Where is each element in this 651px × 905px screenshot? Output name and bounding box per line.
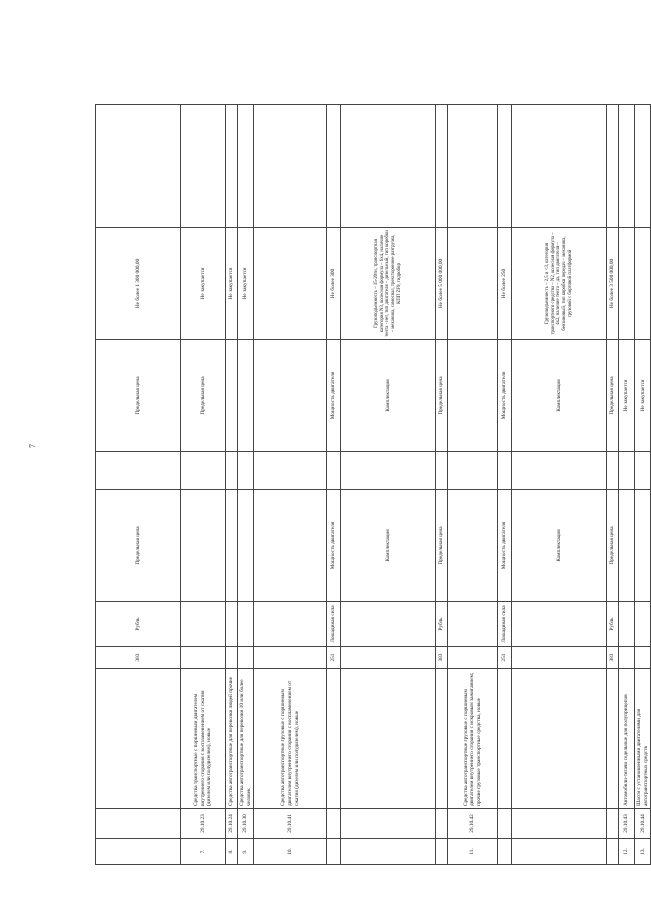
cell xyxy=(226,340,238,452)
okpd-code: 29.10.43 xyxy=(619,809,635,839)
unit-cell: Рубль xyxy=(436,602,448,647)
characteristic-cell: Комплектация xyxy=(341,340,436,452)
value-cell: Грузоподъемность – 15-20тн, транспортная категория N3, колесная формула – 6х4, наличие тента - нет, тип двигателя – дизельный, тип коробки – механика, самосвал, трехстороннее разгрузка, КПП ZF9, гидробор xyxy=(341,228,436,340)
characteristic-cell: Комплектация xyxy=(512,490,607,602)
table-row xyxy=(238,105,254,865)
cell xyxy=(254,340,327,452)
cell xyxy=(498,669,512,809)
cell xyxy=(226,490,238,602)
item-name: Автомобили-тягачи седельные для полуприцепов xyxy=(619,669,635,809)
item-name: Средства автотранспортные для перевозки людей прочие xyxy=(226,669,238,809)
cell xyxy=(512,669,607,809)
cell xyxy=(341,647,436,669)
cell xyxy=(254,602,327,647)
table-header-row xyxy=(96,105,181,865)
item-name: Средства автотранспортные для перевозки 10 или более человек xyxy=(238,669,254,809)
table-row xyxy=(635,105,651,865)
cell xyxy=(341,452,436,490)
cell xyxy=(238,602,254,647)
table-row xyxy=(341,105,436,865)
row-number: 8. xyxy=(226,839,238,865)
cell xyxy=(254,228,327,340)
cell xyxy=(96,839,181,865)
unit-code-cell xyxy=(181,647,226,669)
cell xyxy=(254,647,327,669)
cell xyxy=(436,809,448,839)
table-row xyxy=(181,105,226,865)
cell xyxy=(341,809,436,839)
cell xyxy=(238,647,254,669)
cell xyxy=(448,452,498,490)
cell xyxy=(448,490,498,602)
cell xyxy=(619,602,635,647)
cell xyxy=(635,228,651,340)
page-number: 7 xyxy=(28,444,37,448)
cell xyxy=(607,452,619,490)
okpd-code: 29.10.24 xyxy=(226,809,238,839)
characteristic-cell: Мощность двигателя xyxy=(498,340,512,452)
item-name: Средства автотранспортные грузовые с поршневым двигателем внутреннего сгорания с воспламенением от сжатия (дизелем или полудизелем), новые xyxy=(254,669,327,809)
cell xyxy=(96,809,181,839)
cell xyxy=(341,839,436,865)
characteristic-cell: Предельная цена xyxy=(436,340,448,452)
cell xyxy=(619,490,635,602)
cell xyxy=(635,602,651,647)
cell xyxy=(341,669,436,809)
okpd-code: 29.10.23 xyxy=(181,809,226,839)
cell xyxy=(512,647,607,669)
unit-cell: Лошадиная сила xyxy=(327,602,341,647)
row-number: 13. xyxy=(635,839,651,865)
cell xyxy=(635,647,651,669)
cell xyxy=(607,669,619,809)
cell xyxy=(448,105,498,228)
cell xyxy=(512,809,607,839)
table-row xyxy=(254,105,327,865)
cell xyxy=(238,490,254,602)
cell xyxy=(238,452,254,490)
cell xyxy=(226,105,238,228)
row-number: 11. xyxy=(448,839,498,865)
cell xyxy=(436,669,448,809)
characteristic-cell: Предельная цена xyxy=(607,340,619,452)
table-row xyxy=(327,105,341,865)
table-row xyxy=(436,105,448,865)
characteristic-cell: Мощность двигателя xyxy=(327,340,341,452)
unit-cell: Рубль xyxy=(96,602,181,647)
cell xyxy=(512,452,607,490)
unit-code-cell: 251 xyxy=(498,647,512,669)
characteristic-cell: Мощность двигателя xyxy=(327,490,341,602)
cell xyxy=(512,839,607,865)
characteristic-cell: Предельная цена xyxy=(96,340,181,452)
cell xyxy=(448,228,498,340)
value-cell: Не более 5 000 000,00 xyxy=(436,228,448,340)
cell xyxy=(436,452,448,490)
cell xyxy=(96,105,181,228)
characteristic-cell: Комплектация xyxy=(341,490,436,602)
table-row xyxy=(512,105,607,865)
cell xyxy=(619,105,635,228)
cell xyxy=(635,490,651,602)
unit-code-cell: 383 xyxy=(96,647,181,669)
cell xyxy=(436,839,448,865)
cell xyxy=(448,602,498,647)
cell xyxy=(619,228,635,340)
cell xyxy=(254,452,327,490)
cell xyxy=(226,602,238,647)
characteristic-cell: Предельная цена xyxy=(607,490,619,602)
cell xyxy=(327,809,341,839)
cell xyxy=(498,809,512,839)
cell xyxy=(448,340,498,452)
row-number: 9. xyxy=(238,839,254,865)
cell xyxy=(619,452,635,490)
cell xyxy=(607,809,619,839)
cell xyxy=(498,452,512,490)
cell xyxy=(619,647,635,669)
cell xyxy=(238,105,254,228)
cell xyxy=(327,452,341,490)
cell xyxy=(327,669,341,809)
cell xyxy=(96,669,181,809)
value-cell: Не закупается xyxy=(238,228,254,340)
cell xyxy=(226,452,238,490)
value-cell: Не закупается xyxy=(635,340,651,452)
cell xyxy=(448,647,498,669)
value-cell: Не более 1 300 000,00 xyxy=(96,228,181,340)
characteristic-cell: Предельная цена xyxy=(96,490,181,602)
cell xyxy=(512,105,607,228)
cell xyxy=(498,839,512,865)
cell xyxy=(327,839,341,865)
cell xyxy=(341,105,436,228)
cell xyxy=(226,647,238,669)
okpd-code: 29.10.44 xyxy=(635,809,651,839)
characteristic-cell xyxy=(181,490,226,602)
item-name: Средства автотранспортные грузовые с поршневым двигателем внутреннего сгорания с искровым зажиганием; прочие грузовые транспортные средства, новые xyxy=(448,669,498,809)
row-number: 7. xyxy=(181,839,226,865)
unit-code-cell: 383 xyxy=(436,647,448,669)
row-number: 10. xyxy=(254,839,327,865)
unit-cell: Лошадиная сила xyxy=(498,602,512,647)
procurement-table-page xyxy=(95,105,649,865)
cell xyxy=(254,490,327,602)
characteristic-cell: Мощность двигателя xyxy=(498,490,512,602)
cell xyxy=(238,340,254,452)
value-cell: Грузоподъемность – 2,5 и <3, категория транспортного средства – N2, колесная формула – 4х2, наличие тента – да, тип двигателя – бензиновый, тип коробки передач – механика, грузовой с бортовой платформой xyxy=(512,228,607,340)
okpd-code: 29.10.41 xyxy=(254,809,327,839)
cell xyxy=(96,452,181,490)
value-cell: Не более 300 xyxy=(327,228,341,340)
unit-code-cell: 383 xyxy=(607,647,619,669)
item-name: Средства транспортные с поршневым двигателем внутреннего сгорания с воспламенением от сжатия (дизелем или полудизелем), новые xyxy=(181,669,226,809)
cell xyxy=(327,105,341,228)
cell xyxy=(635,452,651,490)
table-row xyxy=(226,105,238,865)
cell xyxy=(607,105,619,228)
cell xyxy=(181,452,226,490)
item-name: Шасси с установленными двигателями для автотранспортных средств xyxy=(635,669,651,809)
unit-cell xyxy=(181,602,226,647)
okpd-code: 29.10.30 xyxy=(238,809,254,839)
value-cell: Не более 250 xyxy=(498,228,512,340)
okpd-code: 29.10.42 xyxy=(448,809,498,839)
value-cell: Не закупается xyxy=(226,228,238,340)
unit-cell: Рубль xyxy=(607,602,619,647)
cell xyxy=(436,105,448,228)
value-cell: Не закупается xyxy=(619,340,635,452)
unit-code-cell: 251 xyxy=(327,647,341,669)
table-row xyxy=(448,105,498,865)
cell xyxy=(181,105,226,228)
cell xyxy=(498,105,512,228)
table-row xyxy=(619,105,635,865)
characteristic-cell: Предельная цена xyxy=(181,340,226,452)
characteristic-cell: Предельная цена xyxy=(436,490,448,602)
cell xyxy=(607,839,619,865)
row-number: 12. xyxy=(619,839,635,865)
cell xyxy=(341,602,436,647)
procurement-table xyxy=(95,104,651,865)
cell xyxy=(254,105,327,228)
characteristic-cell: Комплектация xyxy=(512,340,607,452)
cell xyxy=(635,105,651,228)
cell xyxy=(512,602,607,647)
value-cell: Не более 3 500 000,00 xyxy=(607,228,619,340)
value-cell: Не закупается xyxy=(181,228,226,340)
table-row xyxy=(498,105,512,865)
table-row xyxy=(607,105,619,865)
